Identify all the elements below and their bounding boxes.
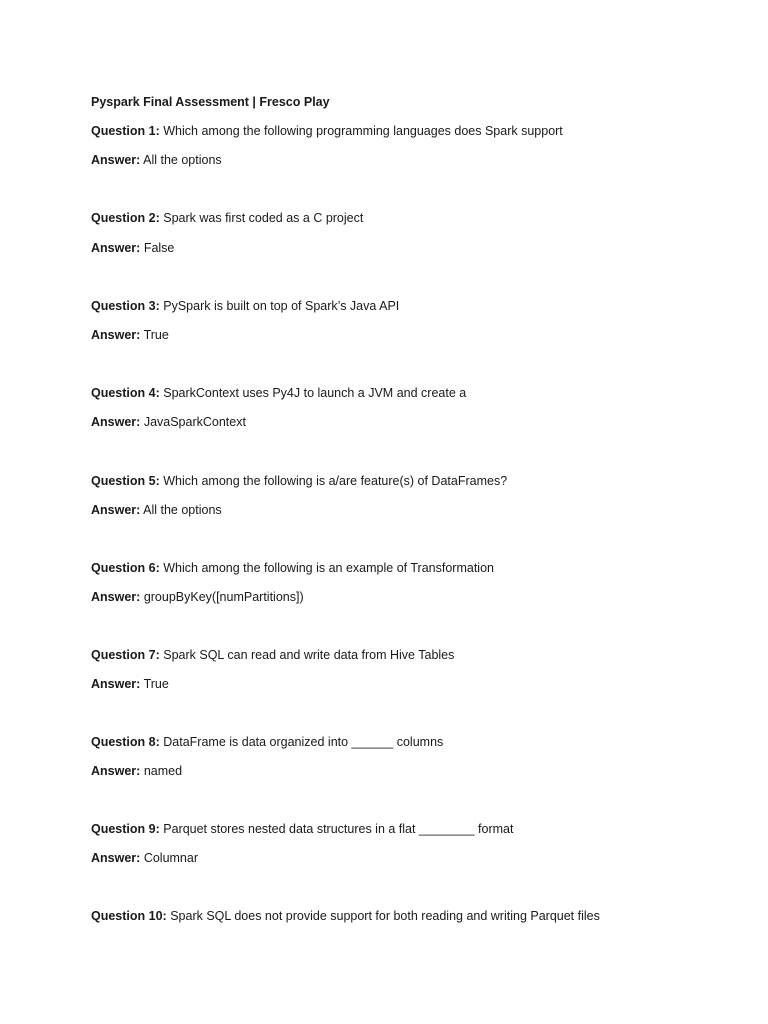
answer-line bbox=[91, 413, 246, 431]
answer-label: Answer: bbox=[91, 415, 141, 429]
answer-text: All the options bbox=[143, 503, 222, 517]
answer-line bbox=[91, 239, 174, 257]
document-title: Pyspark Final Assessment | Fresco Play bbox=[91, 95, 330, 109]
answer-line bbox=[91, 849, 198, 867]
question-line bbox=[91, 209, 363, 227]
question-line bbox=[91, 907, 600, 925]
question-label: Question 3: bbox=[91, 299, 160, 313]
question-text: Which among the following is a/are feature(s) of DataFrames? bbox=[163, 474, 508, 488]
question-line bbox=[91, 384, 466, 402]
question-line bbox=[91, 733, 443, 751]
question-text: Which among the following programming languages does Spark support bbox=[163, 124, 563, 138]
question-label: Question 5: bbox=[91, 474, 160, 488]
question-text: SparkContext uses Py4J to launch a JVM and create a bbox=[163, 386, 467, 400]
answer-label: Answer: bbox=[91, 503, 141, 517]
answer-label: Answer: bbox=[91, 328, 141, 342]
answer-text: groupByKey([numPartitions]) bbox=[143, 590, 304, 604]
answer-text: True bbox=[143, 677, 169, 691]
question-text: PySpark is built on top of Spark’s Java API bbox=[163, 299, 400, 313]
answer-label: Answer: bbox=[91, 590, 141, 604]
answer-line bbox=[91, 675, 169, 693]
answer-label: Answer: bbox=[91, 677, 141, 691]
question-label: Question 1: bbox=[91, 124, 160, 138]
question-line bbox=[91, 472, 507, 490]
question-label: Question 8: bbox=[91, 735, 160, 749]
question-line bbox=[91, 646, 454, 664]
answer-text: named bbox=[143, 764, 183, 778]
question-text: Spark SQL can read and write data from Hive Tables bbox=[163, 648, 455, 662]
question-label: Question 6: bbox=[91, 561, 160, 575]
question-text: Parquet stores nested data structures in a flat ________ format bbox=[163, 822, 514, 836]
question-text: Spark was first coded as a C project bbox=[163, 211, 364, 225]
answer-text: True bbox=[143, 328, 169, 342]
answer-label: Answer: bbox=[91, 241, 141, 255]
question-label: Question 9: bbox=[91, 822, 160, 836]
answer-line bbox=[91, 326, 169, 344]
answer-line bbox=[91, 588, 304, 606]
answer-line bbox=[91, 762, 182, 780]
question-label: Question 7: bbox=[91, 648, 160, 662]
question-line bbox=[91, 559, 494, 577]
question-label: Question 10: bbox=[91, 909, 167, 923]
answer-line bbox=[91, 151, 222, 169]
answer-text: JavaSparkContext bbox=[143, 415, 246, 429]
question-text: Spark SQL does not provide support for both reading and writing Parquet files bbox=[170, 909, 600, 923]
answer-label: Answer: bbox=[91, 153, 141, 167]
answer-text: Columnar bbox=[143, 851, 198, 865]
answer-text: False bbox=[143, 241, 175, 255]
answer-label: Answer: bbox=[91, 764, 141, 778]
question-line bbox=[91, 820, 513, 838]
question-line bbox=[91, 122, 563, 140]
question-text: DataFrame is data organized into ______ columns bbox=[163, 735, 444, 749]
answer-label: Answer: bbox=[91, 851, 141, 865]
question-label: Question 2: bbox=[91, 211, 160, 225]
answer-text: All the options bbox=[143, 153, 222, 167]
answer-line bbox=[91, 501, 222, 519]
question-line bbox=[91, 297, 399, 315]
question-text: Which among the following is an example of Transformation bbox=[163, 561, 494, 575]
question-label: Question 4: bbox=[91, 386, 160, 400]
